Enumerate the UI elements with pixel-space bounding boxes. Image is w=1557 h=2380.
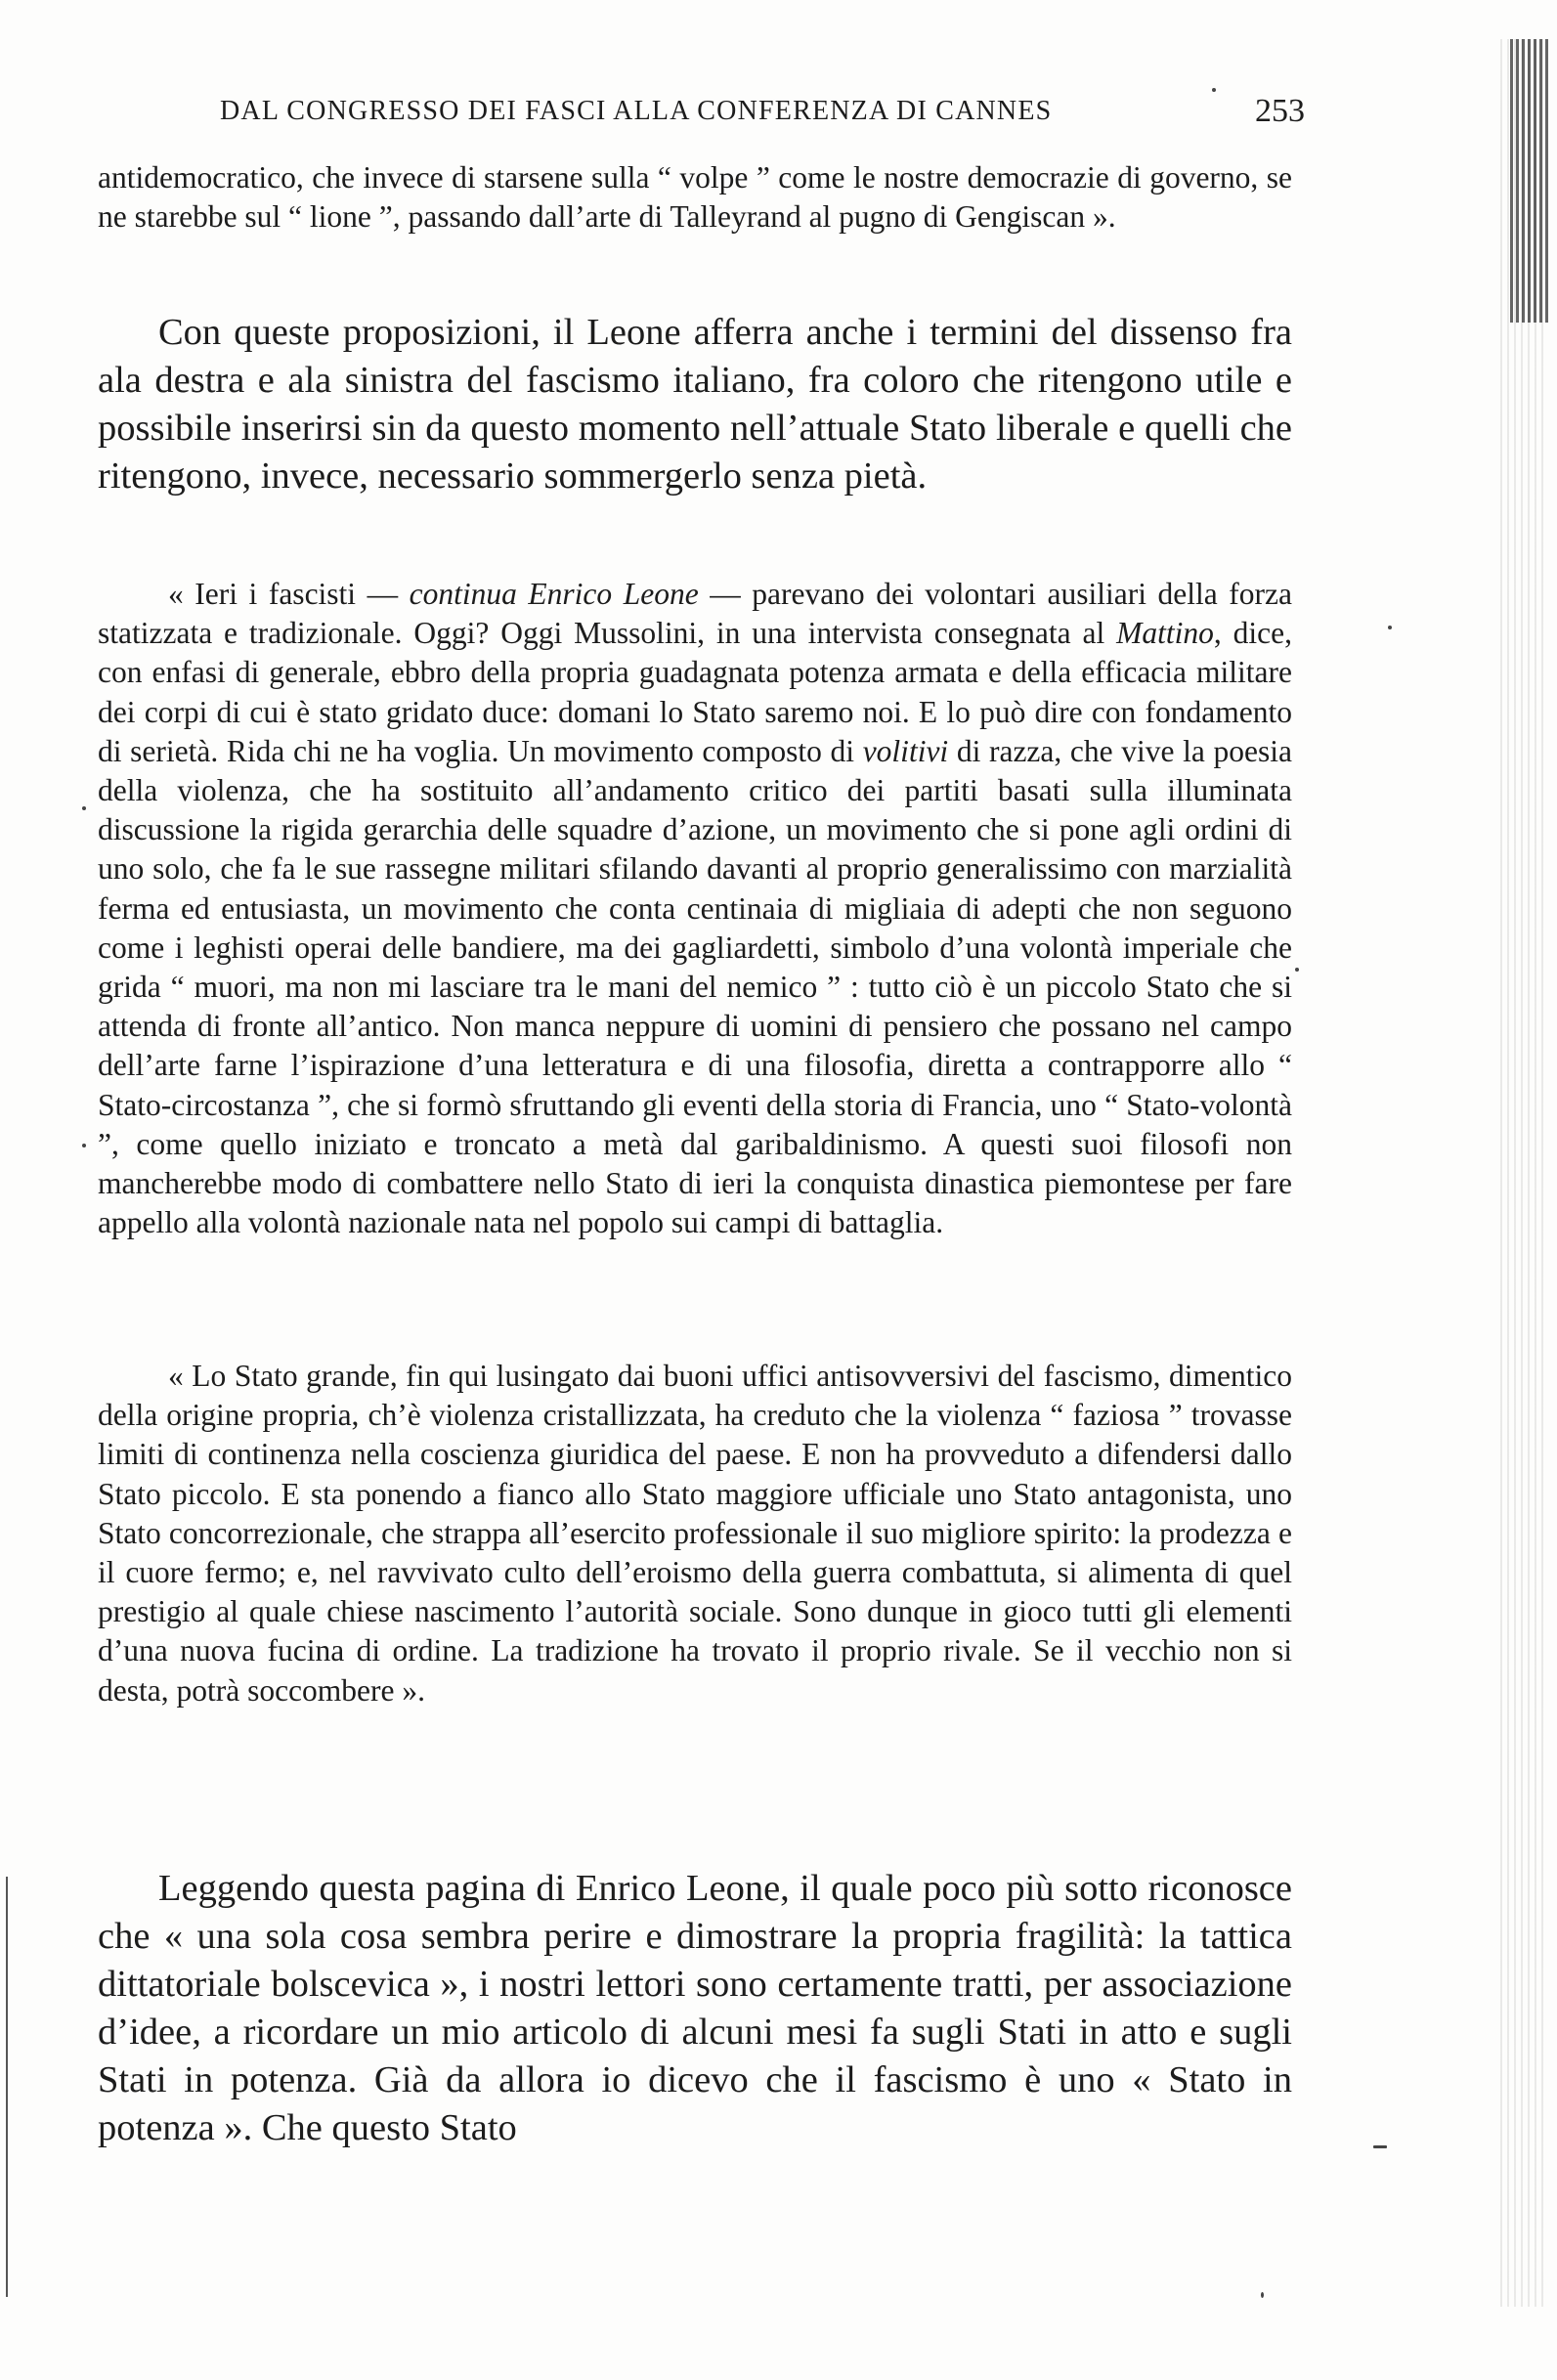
quote-body: di razza, che vive la poesia della violenza, che ha sostituito all’andamento critico dei partiti basati sulla illuminata discussione la rigida gerarchia delle squadre d’azione, un movimento che si pone agli ordini di uno solo, che fa le sue rassegne militari sfilando davanti al proprio generalissimo con marzialità ferma ed entusiasta, un movimento che conta centinaia di migliaia di adepti che non seguono come i leghisti operai delle bandiere, ma dei gagliardetti, simbolo d’una volontà imperiale che grida “ muori, ma non mi lasciare tra le mani del nemico ” : tutto ciò è un piccolo Stato che si attenda di fronte all’antico. Non manca neppure di uomini di pensiero che possano nel campo dell’arte farne l’ispirazione d’una letteratura e di una filosofia, diretta a contrapporre allo “ Stato-circostanza ”, che si formò sfruttando gli eventi della storia di Francia, uno “ Stato-volontà ”, come quello iniziato e troncato a metà dal garibaldinismo. A questi suoi filosofi non mancherebbe modo di combattere nello Stato di ieri la conquista dinastica piemontese per fare appello alla volontà nazionale nata nel popolo sui campi di battaglia. xyxy=(98,733,1292,1240)
newspaper-title: Mattino xyxy=(1116,616,1214,651)
italic-term: volitivi xyxy=(862,733,949,768)
scan-speck xyxy=(82,1144,86,1147)
paragraph-continuation xyxy=(98,158,1292,237)
running-head: DAL CONGRESSO DEI FASCI ALLA CONFERENZA DI CANNES xyxy=(220,96,1053,126)
scan-speck xyxy=(1388,626,1392,629)
paragraph-text: antidemocratico, che invece di starsene sulla “ volpe ” come le nostre democrazie di governo, se ne starebbe sul “ lione ”, passando dall’arte di Talleyrand al pugno di Gengiscan ». xyxy=(98,160,1292,235)
quote-body: — parevano dei volontari ausiliari della forza statizzata e tradizionale. Oggi? Oggi Mussolini, in una intervista consegnata al xyxy=(98,577,1292,651)
scan-left-edge-line xyxy=(6,1877,8,2297)
scan-margin-bleed xyxy=(1510,39,1549,323)
page-number: 253 xyxy=(1255,93,1305,129)
page-header xyxy=(220,93,1305,139)
scan-speck xyxy=(1373,2145,1387,2148)
paragraph-quotation-1 xyxy=(98,575,1292,1242)
paragraph-quotation-2 xyxy=(98,1357,1292,1710)
paragraph-text: « Lo Stato grande, fin qui lusingato dai buoni uffici antisovversivi del fascismo, dimentico della origine propria, ch’è violenza cristallizzata, ha creduto che la violenza “ faziosa ” trovasse limiti di continenza nella coscienza giuridica del paese. E non ha provveduto a difendersi dallo Stato piccolo. E sta ponendo a fianco allo Stato maggiore ufficiale uno Stato antagonista, uno Stato concorrezionale, che strappa all’esercito professionale il suo migliore spirito: la prodezza e il cuore fermo; e, nel ravvivato culto dell’eroismo della guerra combattuta, si alimenta di quel prestigio al quale chiese nascimento l’autorità sociale. Sono dunque in gioco tutti gli elementi d’una nuova fucina di ordine. La tradizione ha trovato il proprio rivale. Se il vecchio non si desta, potrà soccombere ». xyxy=(98,1359,1292,1708)
scan-speck xyxy=(82,806,86,810)
quote-aside: continua Enrico Leone xyxy=(409,577,699,611)
paragraph-commentary xyxy=(98,309,1292,500)
quote-opening: « Ieri i fascisti — xyxy=(168,577,410,611)
paragraph-text: Leggendo questa pagina di Enrico Leone, il quale poco più sotto riconosce che « una sola cosa sembra perire e dimostrare la propria fragilità: la tattica dittatoriale bolscevica », i nostri lettori sono certamente tratti, per associazione d’idee, a ricordare un mio articolo di alcuni mesi fa sugli Stati in atto e sugli Stati in potenza. Già da allora io dicevo che il fascismo è uno « Stato in potenza ». Che questo Stato xyxy=(98,1868,1292,2148)
scan-speck xyxy=(1212,88,1216,92)
scan-speck xyxy=(1295,968,1299,972)
scan-margin-shadow xyxy=(1500,39,1544,2307)
paragraph-closing xyxy=(98,1865,1292,2152)
paragraph-text xyxy=(98,575,1292,1242)
scan-speck xyxy=(1261,2292,1264,2298)
quote-body: , dice, con enfasi di generale, ebbro della propria guadagnata potenza armata e della efficacia militare dei corpi di cui è stato gridato duce: domani lo Stato saremo noi. E lo può dire con fondamento di serietà. Rida chi ne ha voglia. Un movimento composto di xyxy=(98,616,1292,768)
paragraph-text: Con queste proposizioni, il Leone afferra anche i termini del dissenso fra ala destra e ala sinistra del fascismo italiano, fra coloro che ritengono utile e possibile inserirsi sin da questo momento nell’attuale Stato liberale e quelli che ritengono, invece, necessario sommergerlo senza pietà. xyxy=(98,312,1292,497)
